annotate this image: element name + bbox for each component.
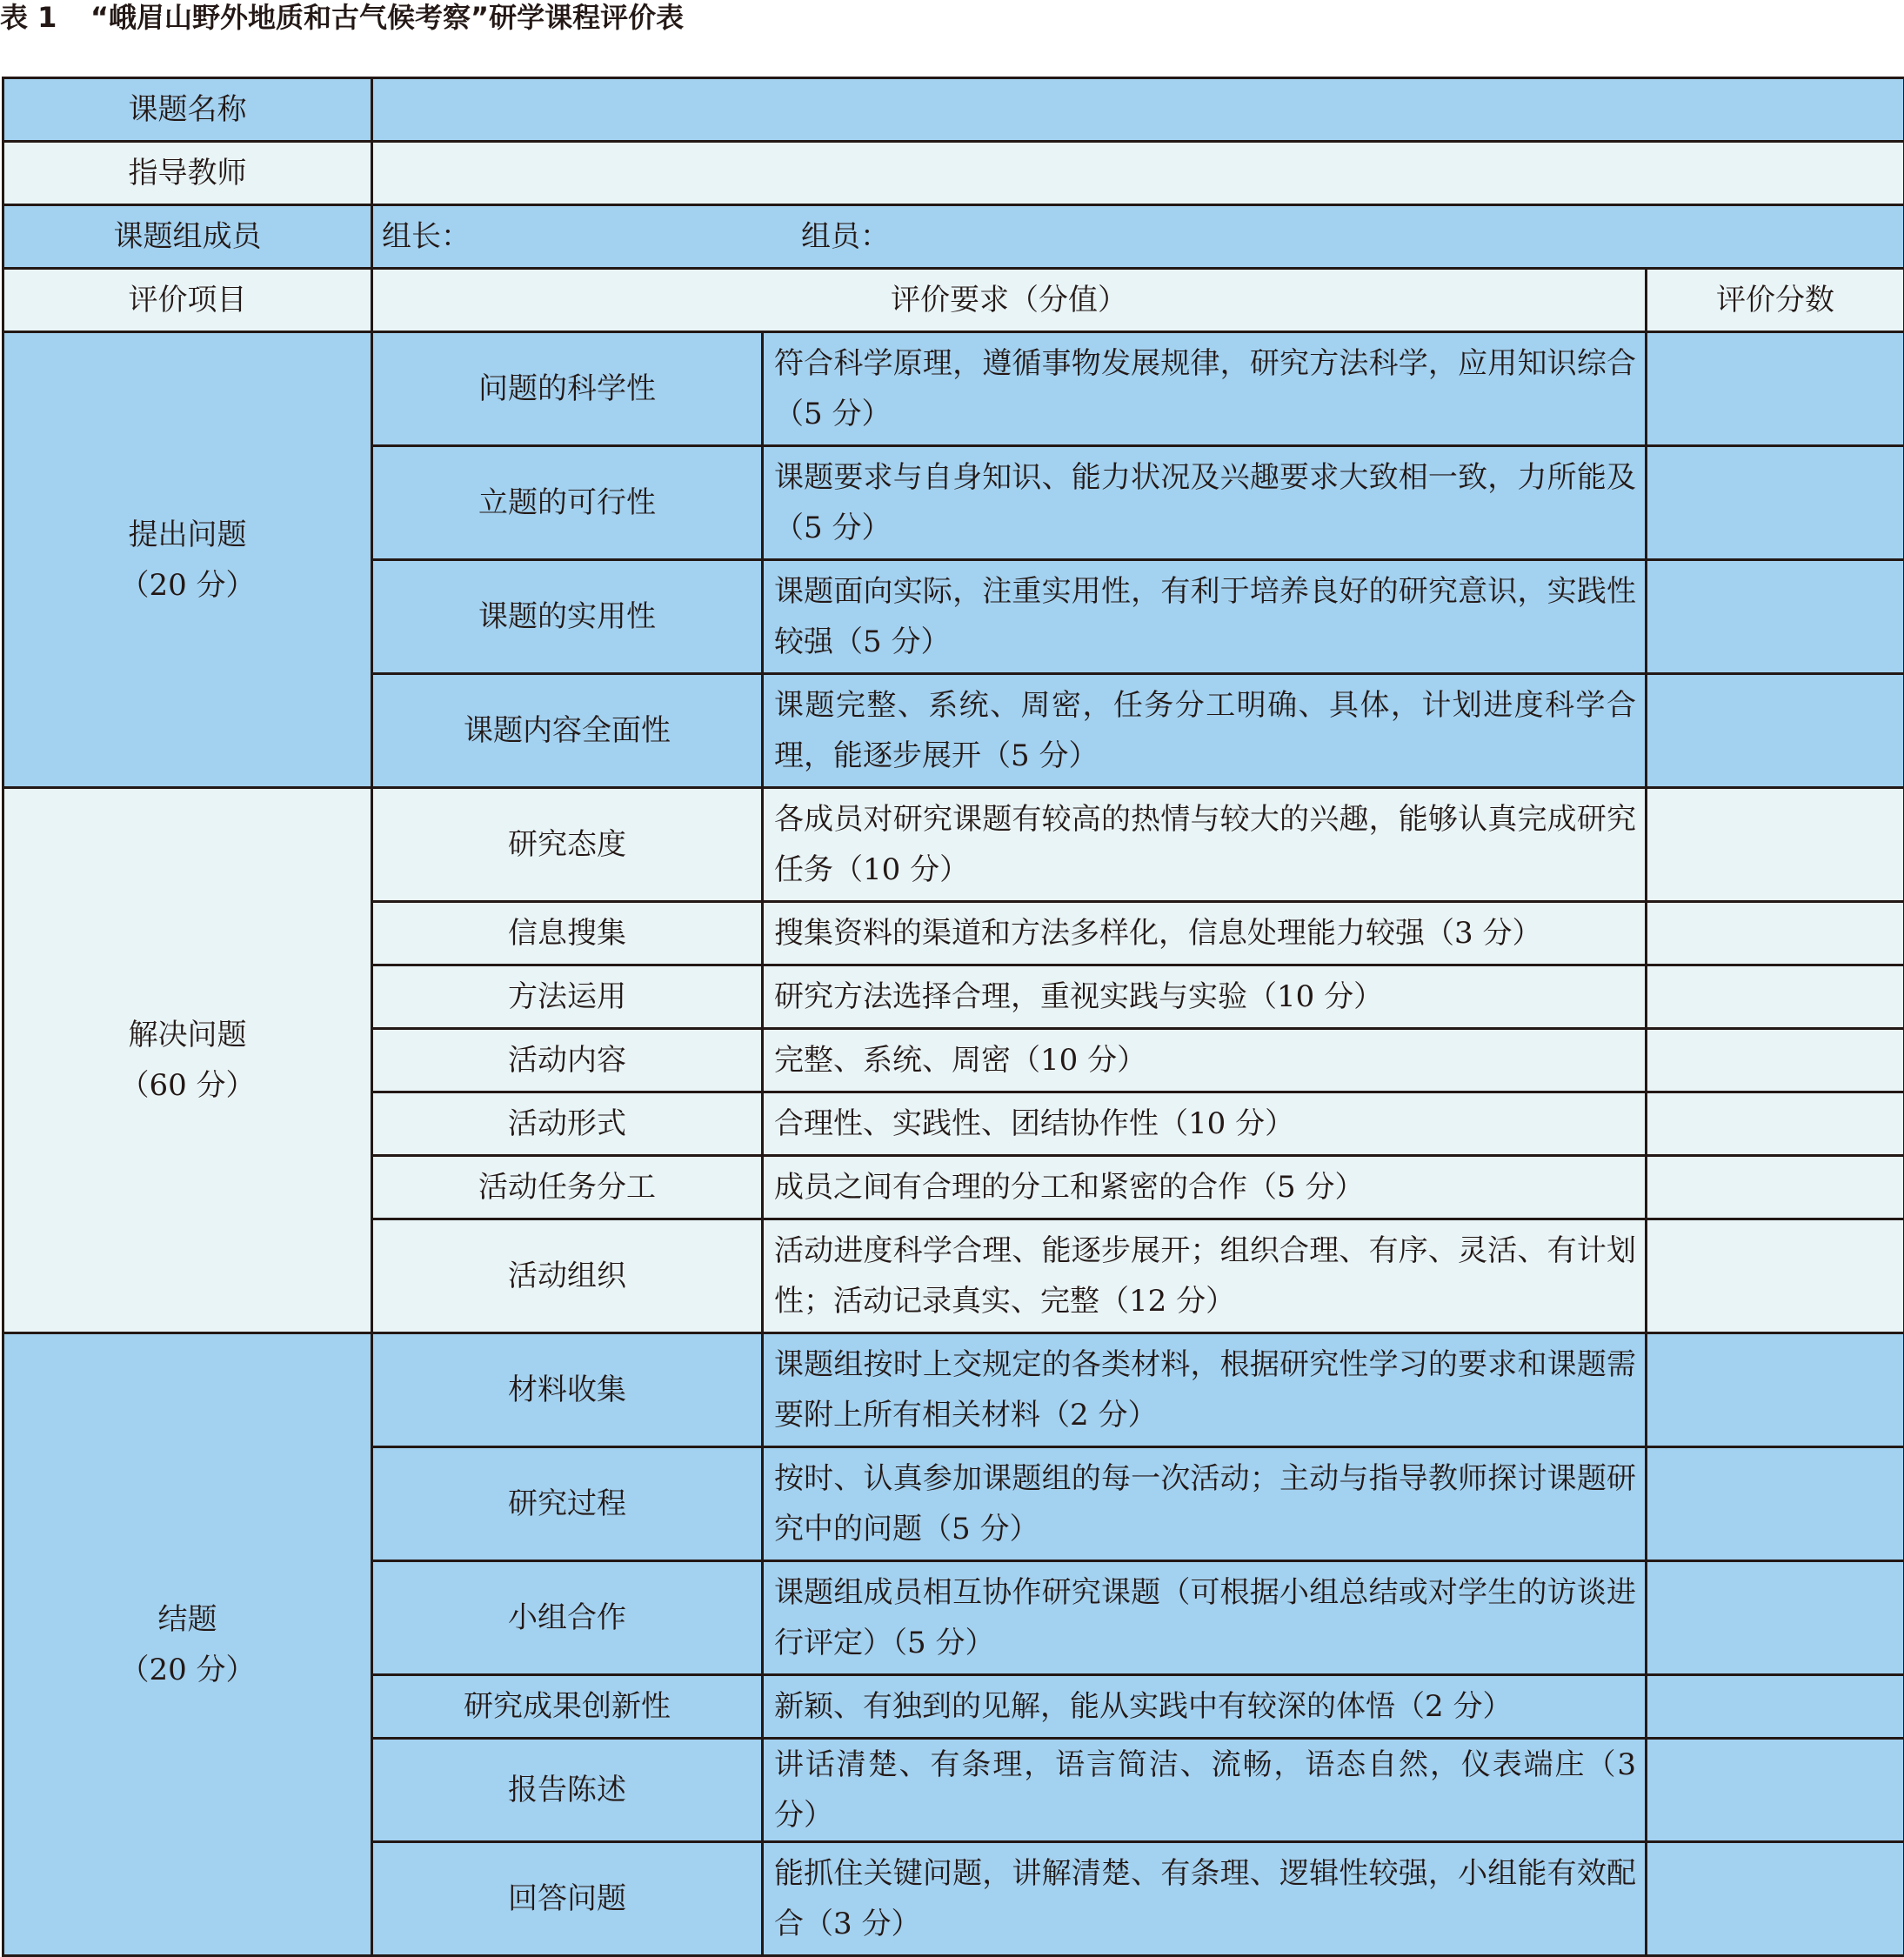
- criterion-requirement: 课题完整、系统、周密，任务分工明确、具体，计划进度科学合理，能逐步展开（5 分）: [763, 674, 1647, 788]
- group-points: （20 分）: [13, 560, 362, 611]
- criterion-requirement: 研究方法选择合理，重视实践与实验（10 分）: [763, 965, 1647, 1029]
- table-number: 表 1: [0, 0, 90, 35]
- score-cell[interactable]: [1647, 1739, 1904, 1842]
- score-cell[interactable]: [1647, 1156, 1904, 1219]
- criterion-name: 活动形式: [372, 1092, 763, 1156]
- criterion-name: 研究成果创新性: [372, 1675, 763, 1739]
- criterion-name: 课题的实用性: [372, 560, 763, 674]
- criterion-name: 方法运用: [372, 965, 763, 1029]
- criterion-requirement: 搜集资料的渠道和方法多样化，信息处理能力较强（3 分）: [763, 902, 1647, 965]
- criterion-name: 材料收集: [372, 1333, 763, 1447]
- members-field[interactable]: [372, 205, 1904, 269]
- criterion-name: 活动任务分工: [372, 1156, 763, 1219]
- score-cell[interactable]: [1647, 1675, 1904, 1739]
- score-cell[interactable]: [1647, 902, 1904, 965]
- score-cell[interactable]: [1647, 1219, 1904, 1333]
- score-cell[interactable]: [1647, 1842, 1904, 1956]
- member-label: 组员：: [801, 219, 890, 254]
- criterion-requirement: 课题要求与自身知识、能力状况及兴趣要求大致相一致，力所能及（5 分）: [763, 446, 1647, 560]
- column-header-score: 评价分数: [1647, 269, 1904, 332]
- criterion-requirement: 课题组成员相互协作研究课题（可根据小组总结或对学生的访谈进行评定）（5 分）: [763, 1561, 1647, 1675]
- score-cell[interactable]: [1647, 674, 1904, 788]
- score-cell[interactable]: [1647, 1561, 1904, 1675]
- criterion-requirement: 课题组按时上交规定的各类材料，根据研究性学习的要求和课题需要附上所有相关材料（2 分）: [763, 1333, 1647, 1447]
- criterion-row: [3, 332, 1904, 446]
- criterion-requirement: 能抓住关键问题，讲解清楚、有条理、逻辑性较强，小组能有效配合（3 分）: [763, 1842, 1647, 1956]
- criterion-name: 活动组织: [372, 1219, 763, 1333]
- criterion-requirement: 按时、认真参加课题组的每一次活动；主动与指导教师探讨课题研究中的问题（5 分）: [763, 1447, 1647, 1561]
- criterion-requirement: 新颖、有独到的见解，能从实践中有较深的体悟（2 分）: [763, 1675, 1647, 1739]
- topic-name-field[interactable]: [372, 78, 1904, 142]
- group-name: 解决问题: [13, 1010, 362, 1060]
- group-points: （60 分）: [13, 1060, 362, 1111]
- criterion-requirement: 各成员对研究课题有较高的热情与较大的兴趣，能够认真完成研究任务（10 分）: [763, 788, 1647, 902]
- score-cell[interactable]: [1647, 1447, 1904, 1561]
- criterion-row: [3, 1333, 1904, 1447]
- score-cell[interactable]: [1647, 965, 1904, 1029]
- criterion-requirement: 完整、系统、周密（10 分）: [763, 1029, 1647, 1092]
- score-cell[interactable]: [1647, 1029, 1904, 1092]
- criterion-name: 活动内容: [372, 1029, 763, 1092]
- score-cell[interactable]: [1647, 788, 1904, 902]
- criterion-name: 小组合作: [372, 1561, 763, 1675]
- evaluation-table: [2, 77, 1904, 1957]
- criterion-requirement: 课题面向实际，注重实用性，有利于培养良好的研究意识，实践性较强（5 分）: [763, 560, 1647, 674]
- topic-name-label: 课题名称: [3, 78, 372, 142]
- criterion-name: 信息搜集: [372, 902, 763, 965]
- criterion-name: 问题的科学性: [372, 332, 763, 446]
- score-cell[interactable]: [1647, 1092, 1904, 1156]
- criterion-requirement: 合理性、实践性、团结协作性（10 分）: [763, 1092, 1647, 1156]
- table-title: “峨眉山野外地质和古气候考察”研学课程评价表: [90, 1, 684, 34]
- criterion-requirement: 成员之间有合理的分工和紧密的合作（5 分）: [763, 1156, 1647, 1219]
- score-cell[interactable]: [1647, 446, 1904, 560]
- group-points: （20 分）: [13, 1645, 362, 1695]
- group-cell-conclusion: [3, 1333, 372, 1956]
- criterion-name: 立题的可行性: [372, 446, 763, 560]
- criterion-row: [3, 788, 1904, 902]
- criterion-requirement: 讲话清楚、有条理，语言简洁、流畅，语态自然，仪表端庄（3 分）: [763, 1739, 1647, 1842]
- advisor-row: [3, 142, 1904, 205]
- score-cell[interactable]: [1647, 1333, 1904, 1447]
- column-header-item: 评价项目: [3, 269, 372, 332]
- advisor-label: 指导教师: [3, 142, 372, 205]
- criterion-requirement: 活动进度科学合理、能逐步展开；组织合理、有序、灵活、有计划性；活动记录真实、完整（12 分）: [763, 1219, 1647, 1333]
- group-name: 结题: [13, 1594, 362, 1645]
- column-header-row: [3, 269, 1904, 332]
- members-row: [3, 205, 1904, 269]
- criterion-requirement: 符合科学原理，遵循事物发展规律，研究方法科学，应用知识综合（5 分）: [763, 332, 1647, 446]
- group-cell-solve-problem: [3, 788, 372, 1333]
- leader-label: 组长：: [382, 219, 471, 254]
- column-header-requirement: 评价要求（分值）: [372, 269, 1647, 332]
- score-cell[interactable]: [1647, 560, 1904, 674]
- group-name: 提出问题: [13, 510, 362, 560]
- criterion-name: 回答问题: [372, 1842, 763, 1956]
- criterion-name: 研究过程: [372, 1447, 763, 1561]
- criterion-name: 报告陈述: [372, 1739, 763, 1842]
- group-cell-raise-question: [3, 332, 372, 788]
- topic-name-row: [3, 78, 1904, 142]
- table-caption: [0, 0, 684, 38]
- criterion-name: 课题内容全面性: [372, 674, 763, 788]
- advisor-field[interactable]: [372, 142, 1904, 205]
- score-cell[interactable]: [1647, 332, 1904, 446]
- criterion-name: 研究态度: [372, 788, 763, 902]
- members-label: 课题组成员: [3, 205, 372, 269]
